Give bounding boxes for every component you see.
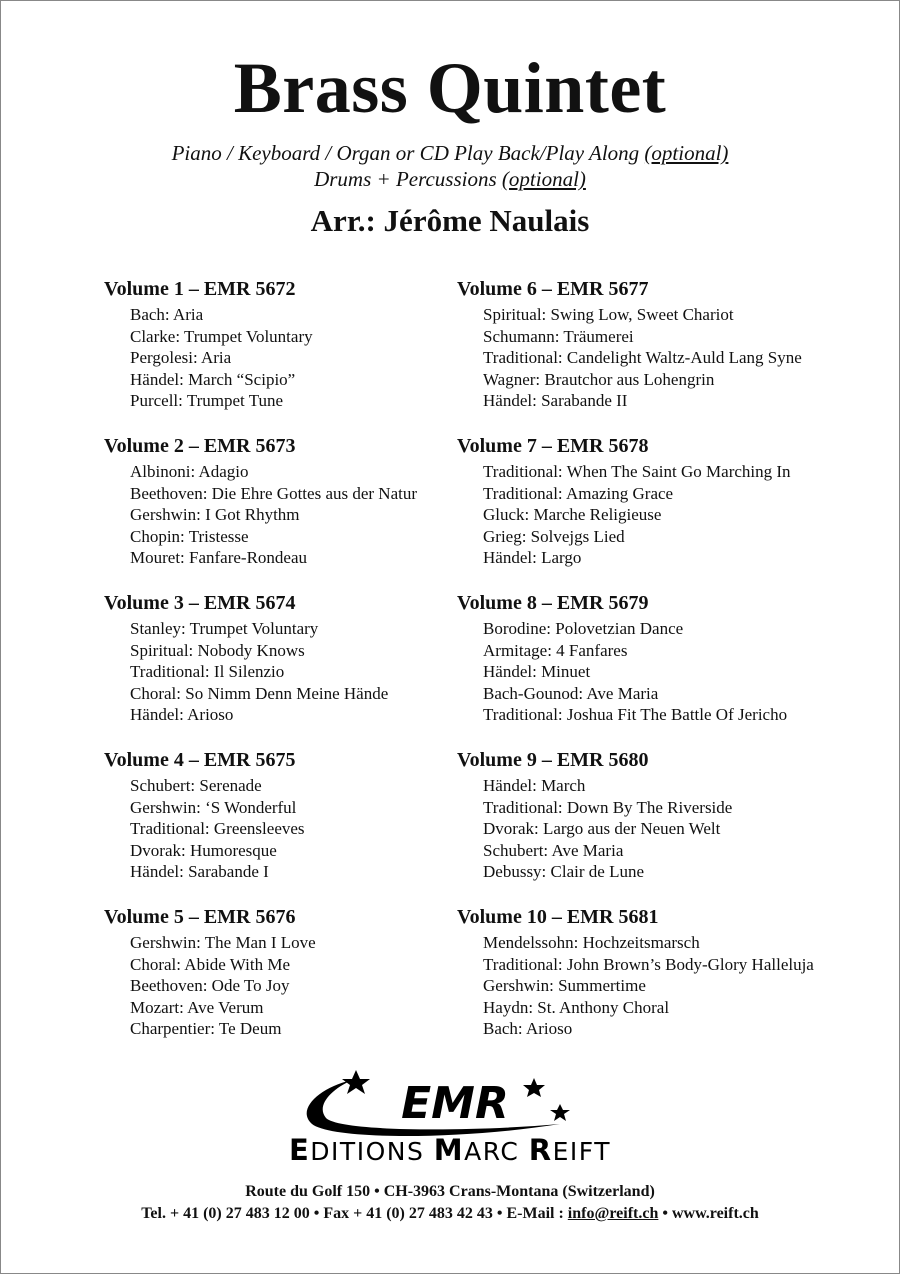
volume-track-list [457,618,814,726]
postal-address: Route du Golf 150 • CH-3963 Crans-Montana (Switzerland) [245,1183,655,1200]
track-item: Wagner: Brautchor aus Lohengrin [483,369,715,389]
track-item: Haydn: St. Anthony Choral [483,997,670,1017]
track-item: Traditional: Amazing Grace [483,483,674,503]
track-item: Spiritual: Swing Low, Sweet Chariot [483,305,734,324]
volume-heading: Volume 6 – EMR 5677 [457,278,649,300]
track-item: Stanley: Trumpet Voluntary [130,619,319,638]
track-item: Debussy: Clair de Lune [483,862,644,882]
track-item: Clarke: Trumpet Voluntary [130,326,313,346]
volume-track-list [457,461,814,569]
track-item: Schubert: Serenade [130,776,262,795]
volume-block [457,433,814,590]
track-item: Borodine: Polovetzian Dance [483,619,684,638]
volume-heading: Volume 4 – EMR 5675 [104,749,296,771]
volume-block [104,276,417,433]
track-item: Händel: Minuet [483,662,591,682]
track-item: Dvorak: Humoresque [130,840,277,860]
instrumentation-text: Piano / Keyboard / Organ or CD Play Back/Play Along [171,141,645,165]
logo-text: EMR [401,1078,509,1129]
track-item: Beethoven: Ode To Joy [130,976,290,996]
publisher-name [0,1134,900,1168]
track-item: Beethoven: Die Ehre Gottes aus der Natur [130,483,418,503]
publisher-initial: M [433,1133,465,1167]
track-item: Gluck: Marche Religieuse [483,505,662,525]
track-item: Bach: Arioso [483,1019,573,1039]
track-item: Dvorak: Largo aus der Neuen Welt [483,819,721,839]
volume-block [457,276,814,433]
arranger: Arr.: Jérôme Naulais [310,203,590,238]
star-icon [523,1078,545,1097]
track-item: Traditional: Il Silenzio [130,662,285,682]
star-icon [550,1104,570,1121]
volume-track-list [104,932,417,1040]
track-item: Händel: Largo [483,548,582,568]
track-item: Händel: Sarabande I [130,862,269,882]
track-item: Schubert: Ave Maria [483,840,624,860]
volume-block [104,433,417,590]
volume-heading: Volume 9 – EMR 5680 [457,749,649,771]
track-item: Gershwin: The Man I Love [130,933,316,952]
volume-heading: Volume 7 – EMR 5678 [457,435,649,457]
publisher-word: EIFT [552,1137,611,1166]
volume-column-left [104,276,417,1061]
track-item: Traditional: John Brown’s Body-Glory Halleluja [483,954,814,974]
publisher-word: ARC [464,1137,529,1166]
volume-block [457,747,814,904]
email-link[interactable]: info@reift.ch [567,1205,659,1222]
volume-heading: Volume 5 – EMR 5676 [104,906,296,928]
volume-track-list [457,775,814,883]
track-item: Bach-Gounod: Ave Maria [483,683,659,703]
volume-heading: Volume 2 – EMR 5673 [104,435,296,457]
contact-phone-fax: Tel. + 41 (0) 27 483 12 00 • Fax + 41 (0) 27 483 42 43 • E-Mail : [141,1205,568,1222]
volume-block [457,590,814,747]
volume-block [457,904,814,1061]
track-item: Gershwin: I Got Rhythm [130,505,300,525]
track-item: Choral: Abide With Me [130,954,291,974]
track-item: Gershwin: Summertime [483,976,646,996]
track-item: Bach: Aria [130,305,204,324]
instrumentation-line-1 [0,140,900,166]
volume-track-list [457,304,814,412]
track-item: Mendelssohn: Hochzeitsmarsch [483,933,700,952]
track-item: Charpentier: Te Deum [130,1019,282,1039]
track-item: Mozart: Ave Verum [130,997,264,1017]
volume-track-list [104,775,417,883]
publisher-word: DITIONS [310,1137,434,1166]
volume-track-list [104,618,417,726]
publisher-initial: E [288,1133,311,1167]
track-item: Traditional: When The Saint Go Marching In [483,462,791,481]
instrumentation-text: Drums + Percussions [314,167,502,191]
track-item: Traditional: Down By The Riverside [483,797,733,817]
track-item: Grieg: Solvejgs Lied [483,526,625,546]
track-item: Traditional: Joshua Fit The Battle Of Jericho [483,705,788,725]
volume-heading: Volume 10 – EMR 5681 [457,906,659,928]
volume-heading: Volume 3 – EMR 5674 [104,592,296,614]
publisher-initial: R [528,1133,553,1167]
optional-note: (optional) [644,141,729,165]
volume-track-list [104,304,417,412]
contact-line [0,1203,900,1225]
track-item: Traditional: Greensleeves [130,819,305,839]
emr-logo [0,1066,900,1138]
volume-track-list [104,461,417,569]
track-item: Schumann: Träumerei [483,326,634,346]
track-item: Händel: March [483,776,586,795]
volume-block [104,590,417,747]
track-item: Armitage: 4 Fanfares [483,640,628,660]
track-item: Purcell: Trumpet Tune [130,391,284,411]
track-item: Choral: So Nimm Denn Meine Hände [130,683,389,703]
track-item: Traditional: Candelight Waltz-Auld Lang Syne [483,348,802,368]
track-item: Händel: March “Scipio” [130,369,296,389]
star-icon [342,1070,370,1094]
volume-block [104,747,417,904]
volume-block [104,904,417,1061]
instrumentation-line-2 [0,166,900,192]
track-item: Pergolesi: Aria [130,348,232,368]
track-item: Gershwin: ‘S Wonderful [130,797,297,817]
volume-track-list [457,932,814,1040]
volume-heading: Volume 1 – EMR 5672 [104,278,296,300]
optional-note: (optional) [501,167,586,191]
volume-column-right [457,276,814,1061]
page-title: Brass Quintet [233,48,667,128]
website: • www.reift.ch [658,1205,759,1222]
track-item: Händel: Arioso [130,705,234,725]
track-item: Spiritual: Nobody Knows [130,640,305,660]
track-item: Chopin: Tristesse [130,526,249,546]
track-item: Albinoni: Adagio [130,462,249,481]
track-item: Händel: Sarabande II [483,391,628,411]
track-item: Mouret: Fanfare-Rondeau [130,548,308,568]
volume-heading: Volume 8 – EMR 5679 [457,592,649,614]
